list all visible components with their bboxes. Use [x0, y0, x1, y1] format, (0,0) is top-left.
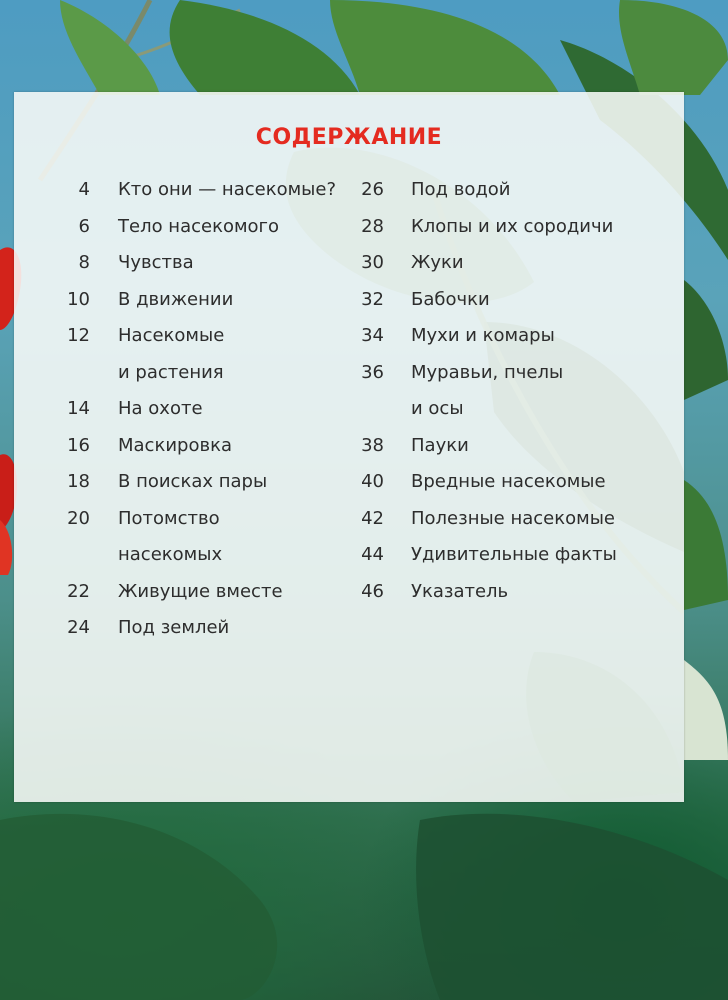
toc-entry[interactable] — [344, 574, 617, 611]
leaf — [684, 480, 728, 610]
toc-page-number: 6 — [78, 215, 90, 237]
toc-entry-title: Чувства — [118, 252, 194, 273]
leaf — [0, 814, 277, 1000]
toc-left-column — [50, 172, 336, 647]
toc-entry-title: В поисках пары — [118, 471, 268, 492]
toc-entry-title: Насекомые и растения — [118, 325, 225, 383]
toc-entry-title: Бабочки — [411, 288, 490, 310]
toc-entry[interactable] — [50, 245, 336, 282]
toc-entry-title: Вредные насекомые — [411, 471, 606, 492]
toc-entry[interactable] — [344, 245, 617, 282]
toc-page-number: 24 — [67, 617, 90, 638]
toc-page-number: 20 — [67, 507, 90, 529]
toc-entry[interactable] — [50, 391, 336, 428]
toc-entry-title: Полезные насекомые — [411, 507, 615, 529]
toc-entry-title: Жуки — [411, 252, 464, 273]
toc-page-number: 44 — [361, 544, 384, 565]
toc-entry-title: Клопы и их сородичи — [411, 215, 614, 237]
toc-entry[interactable] — [50, 574, 336, 611]
toc-entry[interactable] — [344, 282, 617, 319]
toc-page-number: 40 — [361, 471, 384, 492]
toc-page-number: 34 — [361, 325, 384, 346]
contents-panel — [14, 92, 684, 802]
toc-page-number: 10 — [67, 288, 90, 310]
toc-page-number: 26 — [361, 179, 384, 200]
toc-entry[interactable] — [344, 428, 617, 465]
toc-page-number: 14 — [67, 398, 90, 419]
toc-entry-title: Под землей — [118, 617, 230, 638]
toc-entry-title: В движении — [118, 288, 234, 310]
toc-page-number: 42 — [361, 507, 384, 529]
toc-entry[interactable] — [344, 318, 617, 355]
leaf — [684, 280, 728, 400]
toc-entry[interactable] — [50, 318, 336, 391]
leaf — [684, 660, 728, 760]
toc-page-number: 12 — [67, 325, 90, 346]
toc-entry[interactable] — [344, 172, 617, 209]
toc-page-number: 30 — [361, 252, 384, 273]
toc-entry-title: Живущие вместе — [118, 580, 283, 602]
toc-entry[interactable] — [344, 464, 617, 501]
toc-entry-title: Пауки — [411, 434, 469, 456]
page-title: СОДЕРЖАНИЕ — [255, 125, 443, 150]
toc-page-number: 28 — [361, 215, 384, 237]
toc-page-number: 4 — [78, 179, 90, 200]
toc-entry-title: Потомство насекомых — [118, 507, 223, 565]
toc-page-number: 36 — [361, 361, 384, 383]
toc-entry[interactable] — [344, 537, 617, 574]
toc-entry[interactable] — [50, 501, 336, 574]
toc-page-number: 38 — [361, 434, 384, 456]
toc-page-number: 18 — [67, 471, 90, 492]
toc-right-column — [344, 172, 617, 610]
toc-entry-title: Муравьи, пчелы и осы — [411, 361, 564, 419]
toc-entry-title: На охоте — [118, 398, 203, 419]
leaf — [330, 0, 560, 95]
leaf — [416, 814, 728, 1000]
toc-entry[interactable] — [50, 610, 336, 647]
toc-page-number: 22 — [67, 580, 90, 602]
toc-entry[interactable] — [344, 355, 617, 428]
toc-entry-title: Маскировка — [118, 434, 232, 456]
toc-entry-title: Указатель — [411, 580, 509, 602]
toc-entry-title: Под водой — [411, 179, 511, 200]
toc-entry[interactable] — [344, 501, 617, 538]
toc-entry[interactable] — [50, 282, 336, 319]
toc-entry[interactable] — [344, 209, 617, 246]
toc-entry-title: Кто они — насекомые? — [118, 179, 336, 200]
red-flower — [0, 520, 12, 575]
watermark-leaf — [526, 652, 684, 802]
toc-page-number: 16 — [67, 434, 90, 456]
toc-page-number: 8 — [78, 252, 90, 273]
toc-page-number: 46 — [361, 580, 384, 602]
toc-page-number: 32 — [361, 288, 384, 310]
toc-entry-title: Мухи и комары — [411, 325, 555, 346]
toc-entry-title: Тело насекомого — [118, 215, 280, 237]
toc-entry[interactable] — [50, 172, 336, 209]
toc-entry[interactable] — [50, 464, 336, 501]
toc-entry[interactable] — [50, 209, 336, 246]
toc-entry[interactable] — [50, 428, 336, 465]
toc-entry-title: Удивительные факты — [411, 544, 617, 565]
